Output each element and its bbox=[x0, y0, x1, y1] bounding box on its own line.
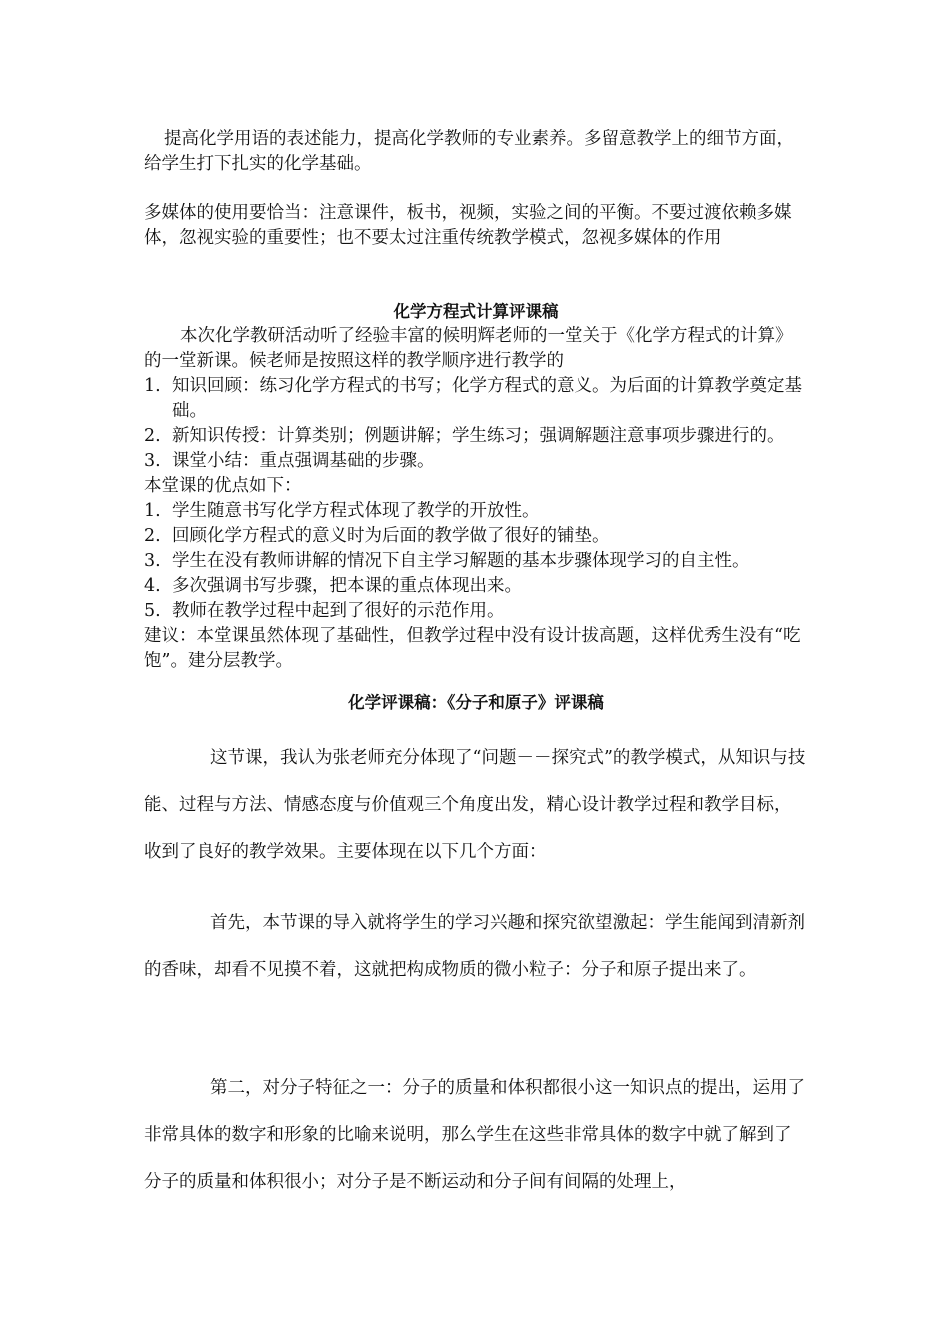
section2-title: 化学评课稿：《分子和原子》评课稿 bbox=[348, 693, 604, 712]
suggestion-paragraph: 建议：本堂课虽然体现了基础性，但教学过程中没有设计拔高题，这样优秀生没有“吃饱”。建分层教学。 bbox=[144, 626, 801, 671]
section2-paragraph-1: 这节课，我认为张老师充分体现了“问题－－探究式”的教学模式，从知识与技能、过程与方法、情感态度与价值观三个角度出发，精心设计教学过程和教学目标，收到了良好的教学效果。主要体现在以下几个方面： bbox=[144, 748, 806, 862]
merit-item-4 bbox=[144, 574, 808, 599]
section2-paragraph-1-block bbox=[144, 735, 808, 876]
step-item-3 bbox=[144, 449, 808, 474]
merit-text: 学生在没有教师讲解的情况下自主学习解题的基本步骤体现学习的自主性。 bbox=[172, 551, 750, 571]
merit-text: 教师在教学过程中起到了很好的示范作用。 bbox=[172, 601, 505, 621]
section2-paragraph-3-block bbox=[144, 1065, 808, 1206]
section2-paragraph-3: 第二，对分子特征之一：分子的质量和体积都很小这一知识点的提出，运用了非常具体的数字和形象的比喻来说明，那么学生在这些非常具体的数字中就了解到了分子的质量和体积很小；对分子是不断运动和分子间有间隔的处理上， bbox=[144, 1078, 805, 1192]
merit-item-5 bbox=[144, 599, 808, 624]
merit-item-1 bbox=[144, 499, 808, 524]
merit-number: 2. bbox=[144, 526, 161, 546]
merit-number: 5. bbox=[144, 601, 161, 621]
step-text: 知识回顾：练习化学方程式的书写；化学方程式的意义。为后面的计算教学奠定基础。 bbox=[172, 376, 802, 421]
section1-title: 化学方程式计算评课稿 bbox=[393, 302, 559, 321]
merit-text: 学生随意书写化学方程式体现了教学的开放性。 bbox=[172, 501, 540, 521]
merit-number: 1. bbox=[144, 501, 161, 521]
merit-item-3 bbox=[144, 549, 808, 574]
step-text: 课堂小结：重点强调基础的步骤。 bbox=[172, 451, 435, 471]
merit-item-2 bbox=[144, 524, 808, 549]
intro-block bbox=[144, 127, 808, 177]
merits-heading: 本堂课的优点如下： bbox=[144, 476, 302, 496]
merit-number: 3. bbox=[144, 551, 161, 571]
intro-paragraph-1: 提高化学用语的表述能力，提高化学教师的专业素养。多留意教学上的细节方面，给学生打下扎实的化学基础。 bbox=[144, 129, 794, 174]
merit-number: 4. bbox=[144, 576, 161, 596]
intro-paragraph-2: 多媒体的使用要恰当：注意课件，板书，视频，实验之间的平衡。不要过渡依赖多媒体，忽视实验的重要性；也不要太过注重传统教学模式，忽视多媒体的作用 bbox=[144, 203, 792, 248]
step-number: 1. bbox=[144, 376, 161, 396]
step-item-1 bbox=[144, 374, 808, 424]
step-number: 2. bbox=[144, 426, 161, 446]
merit-text: 回顾化学方程式的意义时为后面的教学做了很好的铺垫。 bbox=[172, 526, 610, 546]
step-text: 新知识传授：计算类别；例题讲解；学生练习；强调解题注意事项步骤进行的。 bbox=[172, 426, 785, 446]
section2-paragraph-2: 首先，本节课的导入就将学生的学习兴趣和探究欲望激起：学生能闻到清新剂的香味，却看不见摸不着，这就把构成物质的微小粒子：分子和原子提出来了。 bbox=[144, 913, 805, 980]
merit-text: 多次强调书写步骤，把本课的重点体现出来。 bbox=[172, 576, 522, 596]
step-number: 3. bbox=[144, 451, 161, 471]
intro-block-2 bbox=[144, 201, 808, 251]
section1-body bbox=[144, 324, 808, 674]
section2-paragraph-2-block bbox=[144, 900, 808, 994]
section1-intro: 本次化学教研活动听了经验丰富的候明辉老师的一堂关于《化学方程式的计算》的一堂新课。候老师是按照这样的教学顺序进行教学的 bbox=[144, 326, 793, 371]
step-item-2 bbox=[144, 424, 808, 449]
